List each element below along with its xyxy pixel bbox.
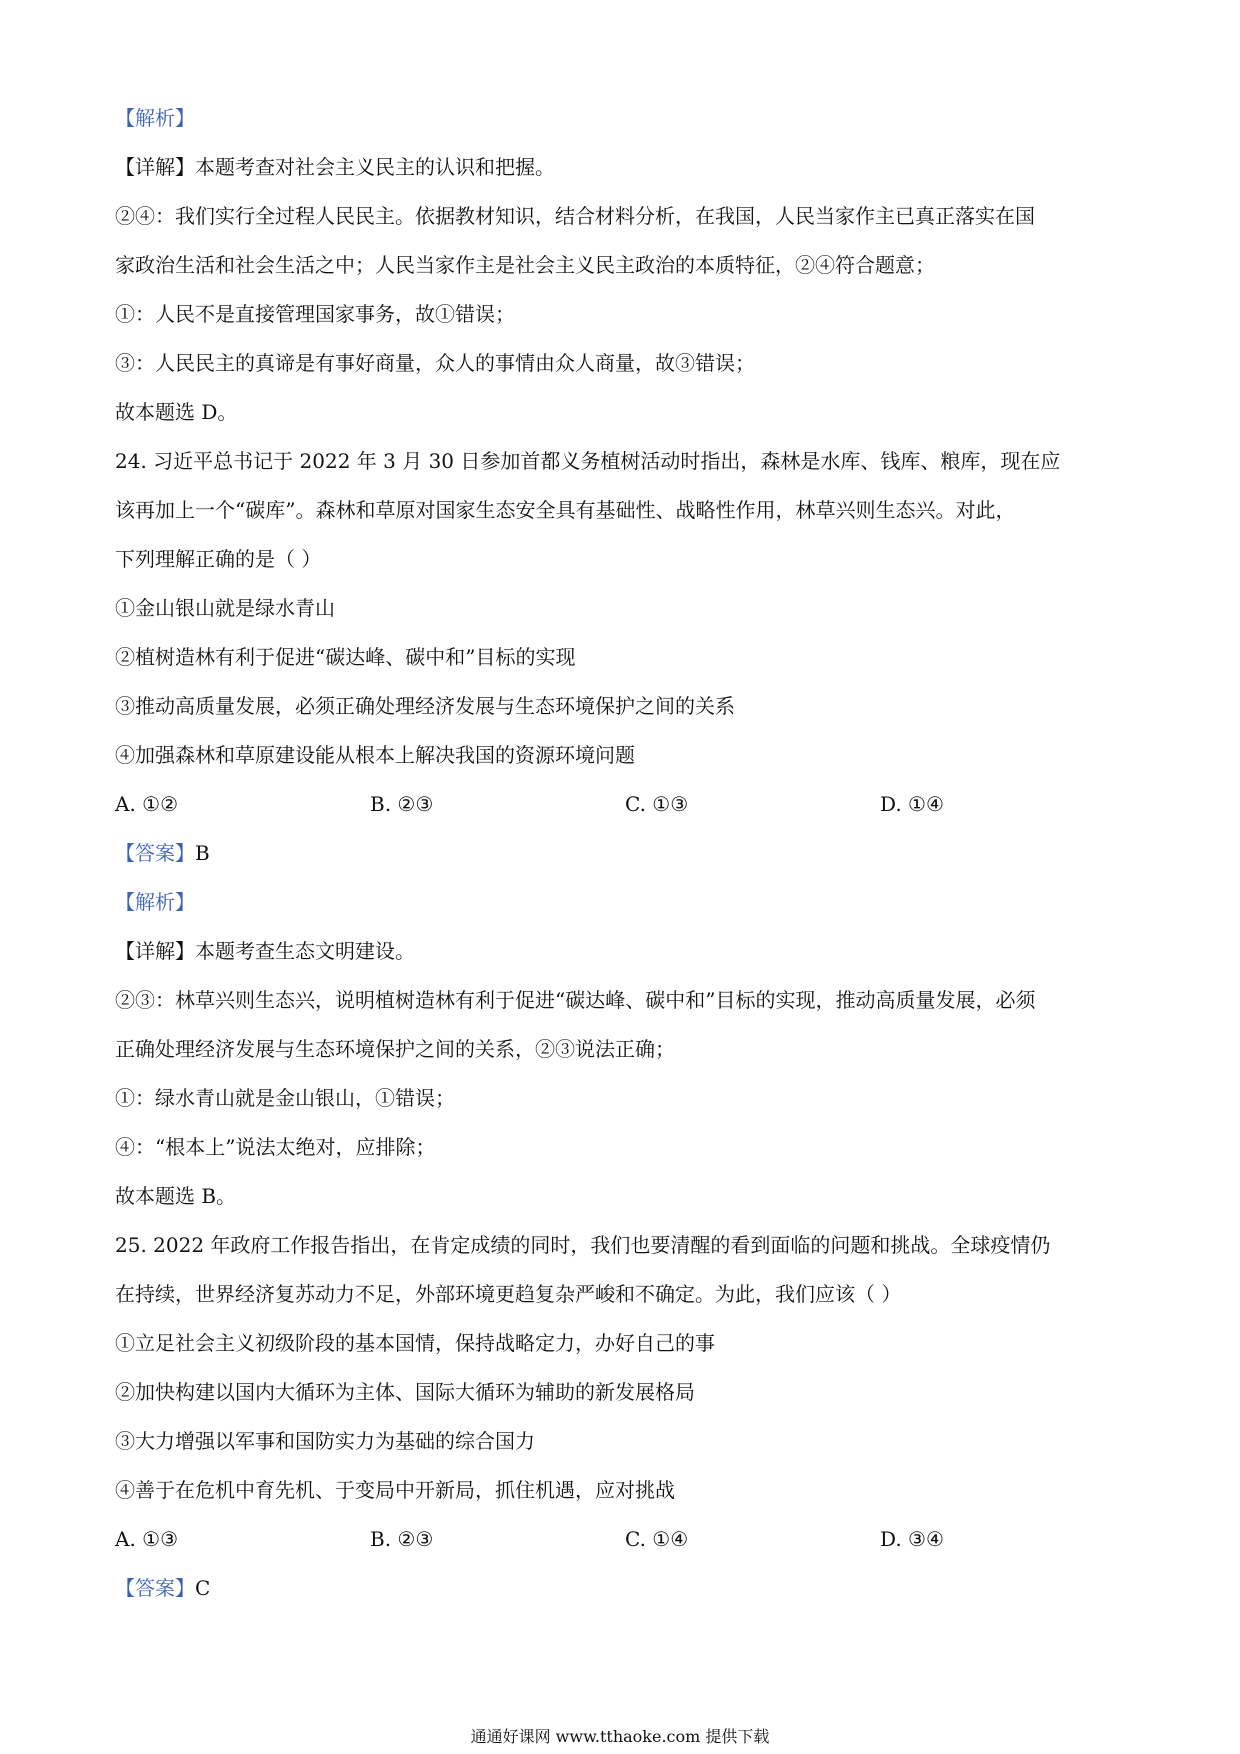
q23-conclusion: 故本题选 D。 <box>115 400 238 424</box>
q24-statement: ④加强森林和草原建设能从根本上解决我国的资源环境问题 <box>115 743 635 767</box>
q25-option-b: B. ②③ <box>370 1527 434 1551</box>
q23-explanation-line: 家政治生活和社会生活之中；人民当家作主是社会主义民主政治的本质特征，②④符合题意； <box>115 253 935 277</box>
q24-statement: ①金山银山就是绿水青山 <box>115 596 335 620</box>
q25-stem-line: 25. 2022 年政府工作报告指出，在肯定成绩的同时，我们也要清醒的看到面临的问题和挑战。全球疫情仍 <box>115 1233 1051 1257</box>
q23-detail-tag: 【详解】 <box>115 155 195 179</box>
q25-statement: ②加快构建以国内大循环为主体、国际大循环为辅助的新发展格局 <box>115 1380 695 1404</box>
q24-option-a: A. ①② <box>115 792 179 816</box>
q24-analysis-tag: 【解析】 <box>115 890 195 914</box>
q25-answer-value: C <box>195 1576 211 1600</box>
q24-answer-tag: 【答案】 <box>115 841 195 865</box>
q24-detail-tag: 【详解】 <box>115 939 195 963</box>
q23-explanation-line: ①：人民不是直接管理国家事务，故①错误； <box>115 302 515 326</box>
q25-answer <box>115 1574 1125 1602</box>
q24-stem-line: 24. 习近平总书记于 2022 年 3 月 30 日参加首都义务植树活动时指出，森林是水库、钱库、粮库，现在应 <box>115 449 1061 473</box>
q24-detail <box>115 937 1125 965</box>
q24-answer <box>115 839 1125 867</box>
q24-stem-line: 该再加上一个“碳库”。森林和草原对国家生态安全具有基础性、战略性作用，林草兴则生态兴。对此， <box>115 498 1016 522</box>
q23-detail-text: 本题考查对社会主义民主的认识和把握。 <box>195 155 555 179</box>
q24-detail-text: 本题考查生态文明建设。 <box>195 939 415 963</box>
q24-explanation-line: ①：绿水青山就是金山银山，①错误； <box>115 1086 455 1110</box>
q24-statement: ②植树造林有利于促进“碳达峰、碳中和”目标的实现 <box>115 645 576 669</box>
q24-option-b: B. ②③ <box>370 792 434 816</box>
q24-stem-line: 下列理解正确的是（ ） <box>115 547 322 571</box>
q23-detail <box>115 153 1125 181</box>
q24-answer-value: B <box>195 841 210 865</box>
q25-option-a: A. ①③ <box>115 1527 179 1551</box>
q25-option-c: C. ①④ <box>625 1527 689 1551</box>
q24-explanation-line: ④：“根本上”说法太绝对，应排除； <box>115 1135 436 1159</box>
q24-statement: ③推动高质量发展，必须正确处理经济发展与生态环境保护之间的关系 <box>115 694 735 718</box>
q24-explanation-line: ②③：林草兴则生态兴，说明植树造林有利于促进“碳达峰、碳中和”目标的实现，推动高质量发展，必须 <box>115 988 1036 1012</box>
q25-option-d: D. ③④ <box>880 1527 944 1551</box>
q25-statement: ③大力增强以军事和国防实力为基础的综合国力 <box>115 1429 535 1453</box>
q24-conclusion: 故本题选 B。 <box>115 1184 237 1208</box>
q23-analysis-tag: 【解析】 <box>115 106 195 130</box>
q25-stem-line: 在持续，世界经济复苏动力不足，外部环境更趋复杂严峻和不确定。为此，我们应该（ ） <box>115 1282 902 1306</box>
q24-option-d: D. ①④ <box>880 792 944 816</box>
q24-option-c: C. ①③ <box>625 792 689 816</box>
q25-answer-tag: 【答案】 <box>115 1576 195 1600</box>
q23-explanation-line: ②④：我们实行全过程人民民主。依据教材知识，结合材料分析，在我国，人民当家作主已真正落实在国 <box>115 204 1035 228</box>
q25-statement: ④善于在危机中育先机、于变局中开新局，抓住机遇，应对挑战 <box>115 1478 675 1502</box>
q24-explanation-line: 正确处理经济发展与生态环境保护之间的关系，②③说法正确； <box>115 1037 675 1061</box>
q25-statement: ①立足社会主义初级阶段的基本国情，保持战略定力，办好自己的事 <box>115 1331 715 1355</box>
page-footer: 通通好课网 www.tthaoke.com 提供下载 <box>470 1727 770 1746</box>
q23-explanation-line: ③：人民民主的真谛是有事好商量，众人的事情由众人商量，故③错误； <box>115 351 755 375</box>
